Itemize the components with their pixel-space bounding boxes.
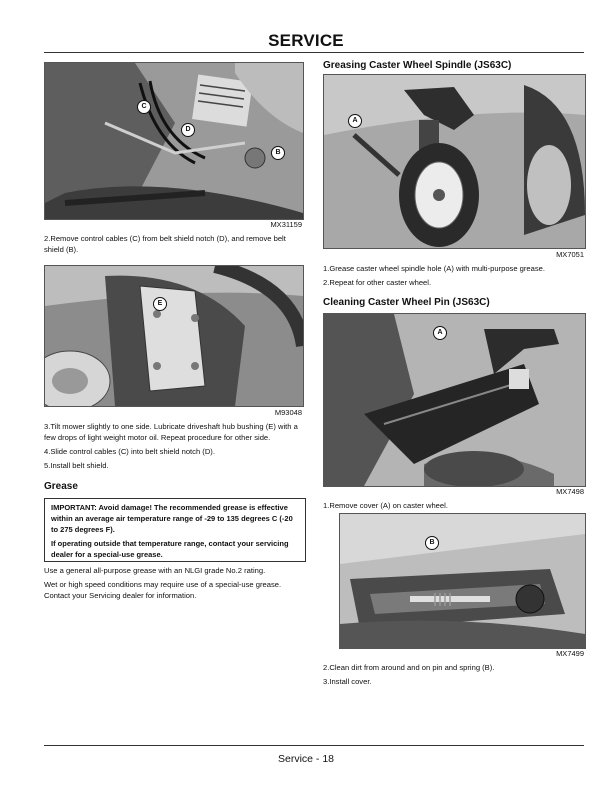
- page-number: Service - 18: [277, 753, 335, 765]
- photo-belt-shield: [44, 62, 304, 220]
- photo-caption: MX7498: [556, 487, 584, 496]
- callout-e: E: [153, 297, 167, 311]
- photo-caster-cover: [323, 313, 586, 487]
- step-1: 1.Grease caster wheel spindle hole (A) with multi-purpose grease.: [323, 264, 546, 273]
- photo-caption: MX7051: [556, 250, 584, 259]
- grease-text: Wet or high speed conditions may require use of a special-use grease. Contact your Servicing dealer for information.: [44, 580, 282, 601]
- step-1: 1.Remove cover (A) on caster wheel.: [323, 501, 448, 510]
- callout-b: B: [271, 146, 285, 160]
- header-rule: [44, 52, 584, 53]
- photo-caption: MX7499: [556, 649, 584, 658]
- callout-a: A: [348, 114, 362, 128]
- step-5: 5.Install belt shield.: [44, 461, 109, 470]
- important-text: If operating outside that temperature range, contact your servicing dealer for a special-use grease.: [51, 539, 289, 559]
- step-3: 3.Install cover.: [323, 677, 372, 686]
- photo-driveshaft-hub: [44, 265, 304, 407]
- photo-caption: M93048: [274, 408, 302, 417]
- step-2: 2.Repeat for other caster wheel.: [323, 278, 432, 287]
- callout-b: B: [425, 536, 439, 550]
- footer-rule: [44, 745, 584, 746]
- step-2: 2.Remove control cables (C) from belt shield notch (D), and remove belt shield (B).: [44, 234, 286, 255]
- photo-caster-spindle: [323, 74, 586, 249]
- page-title: SERVICE: [268, 31, 344, 50]
- callout-c: C: [137, 100, 151, 114]
- section-heading: Greasing Caster Wheel Spindle (JS63C): [323, 60, 512, 71]
- step-3: 3.Tilt mower slightly to one side. Lubricate driveshaft hub bushing (E) with a few drops of light weight motor oil. Repeat procedure for other side.: [44, 422, 298, 443]
- photo-caster-pin: [339, 513, 586, 649]
- section-heading: Cleaning Caster Wheel Pin (JS63C): [323, 297, 490, 308]
- important-notice: [44, 498, 306, 562]
- step-4: 4.Slide control cables (C) into belt shield notch (D).: [44, 447, 215, 456]
- callout-d: D: [181, 123, 195, 137]
- photo-caption: MX31159: [270, 220, 302, 229]
- grease-heading: Grease: [44, 481, 78, 492]
- grease-text: Use a general all-purpose grease with an NLGI grade No.2 rating.: [44, 566, 266, 575]
- callout-a: A: [433, 326, 447, 340]
- important-text: IMPORTANT: Avoid damage! The recommended grease is effective within an average air temperature range of -29 to 135 degrees C (-20 to 275 degrees F).: [51, 503, 293, 534]
- step-2: 2.Clean dirt from around and on pin and spring (B).: [323, 663, 495, 672]
